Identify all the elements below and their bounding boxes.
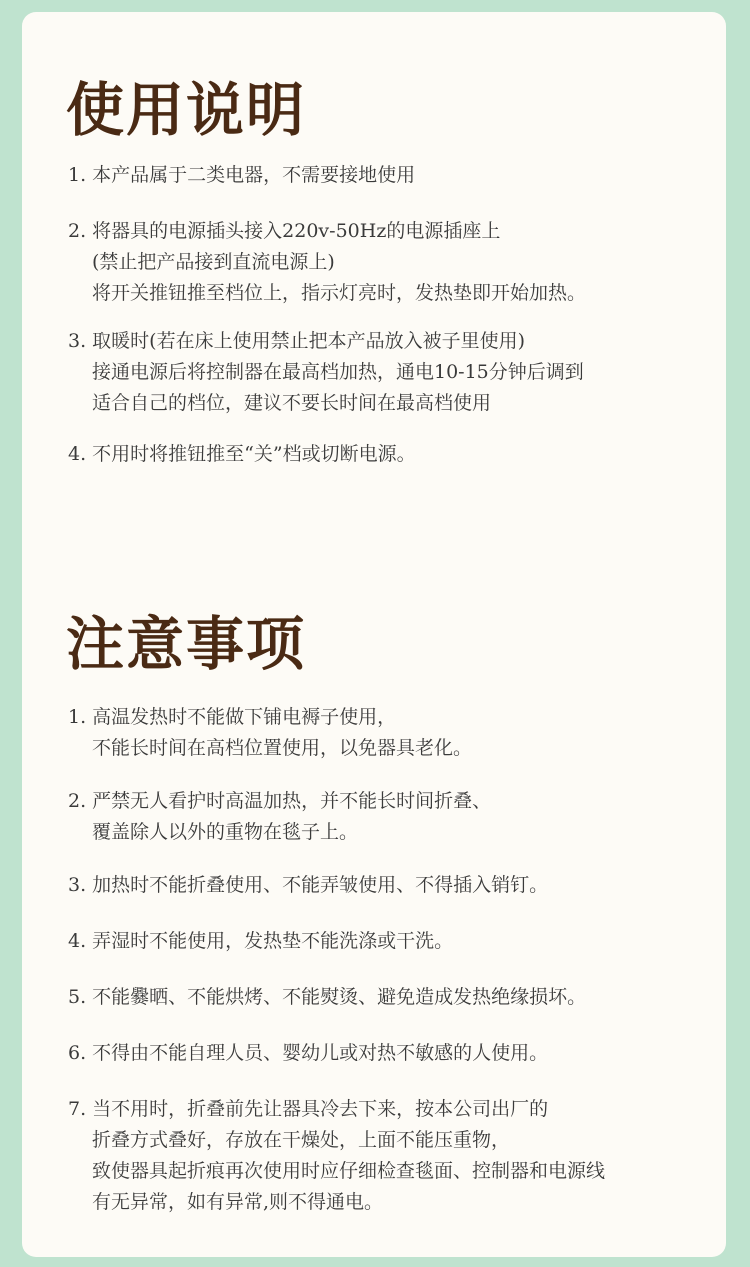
item-line: 接通电源后将控制器在最高档加热，通电10-15分钟后调到 bbox=[92, 361, 584, 383]
usage-title: 使用说明 bbox=[66, 76, 307, 144]
item-line: 将开关推钮推至档位上，指示灯亮时，发热垫即开始加热。 bbox=[92, 282, 587, 304]
item-line: 致使器具起折痕再次使用时应仔细检查毯面、控制器和电源线 bbox=[92, 1160, 606, 1182]
precaution-item-6 bbox=[68, 1038, 708, 1069]
precaution-item-2 bbox=[68, 786, 708, 848]
precaution-item-7 bbox=[68, 1094, 708, 1218]
item-line: 折叠方式叠好，存放在干燥处，上面不能压重物， bbox=[92, 1129, 511, 1151]
item-line: 5. 不能爨晒、不能烘烤、不能熨烫、避免造成发热绝缘损坏。 bbox=[68, 986, 587, 1008]
item-line: 3. 加热时不能折叠使用、不能弄皱使用、不得插入销钉。 bbox=[68, 874, 549, 896]
item-line: 不能长时间在高档位置使用，以免器具老化。 bbox=[92, 737, 473, 759]
usage-item-1 bbox=[68, 160, 708, 191]
item-line: 适合自己的档位，建议不要长时间在最高档使用 bbox=[92, 392, 492, 414]
precaution-item-3 bbox=[68, 870, 708, 901]
item-line: 1. 本产品属于二类电器，不需要接地使用 bbox=[68, 164, 416, 186]
item-line: (禁止把产品接到直流电源上) bbox=[92, 251, 335, 273]
usage-item-3 bbox=[68, 326, 708, 419]
precaution-item-4 bbox=[68, 926, 708, 957]
item-line: 有无异常，如有异常,则不得通电。 bbox=[92, 1191, 384, 1213]
precaution-item-1 bbox=[68, 702, 708, 764]
item-line: 2. 严禁无人看护时高温加热，并不能长时间折叠、 bbox=[68, 790, 492, 812]
item-line: 6. 不得由不能自理人员、婴幼儿或对热不敏感的人使用。 bbox=[68, 1042, 549, 1064]
item-line: 2. 将器具的电源插头接入220v-50Hz的电源插座上 bbox=[68, 220, 501, 242]
precaution-item-5 bbox=[68, 982, 708, 1013]
usage-item-2 bbox=[68, 216, 708, 309]
item-line: 4. 弄湿时不能使用，发热垫不能洗涤或干洗。 bbox=[68, 930, 454, 952]
item-line: 7. 当不用时，折叠前先让器具冷去下来，按本公司出厂的 bbox=[68, 1098, 549, 1120]
precautions-title: 注意事项 bbox=[66, 610, 307, 678]
item-line: 覆盖除人以外的重物在毯子上。 bbox=[92, 821, 359, 843]
item-line: 4. 不用时将推钮推至“关”档或切断电源。 bbox=[68, 443, 416, 465]
item-line: 3. 取暖时(若在床上使用禁止把本产品放入被子里使用) bbox=[68, 330, 525, 352]
item-line: 1. 高温发热时不能做下铺电褥子使用， bbox=[68, 706, 397, 728]
usage-item-4 bbox=[68, 439, 708, 470]
